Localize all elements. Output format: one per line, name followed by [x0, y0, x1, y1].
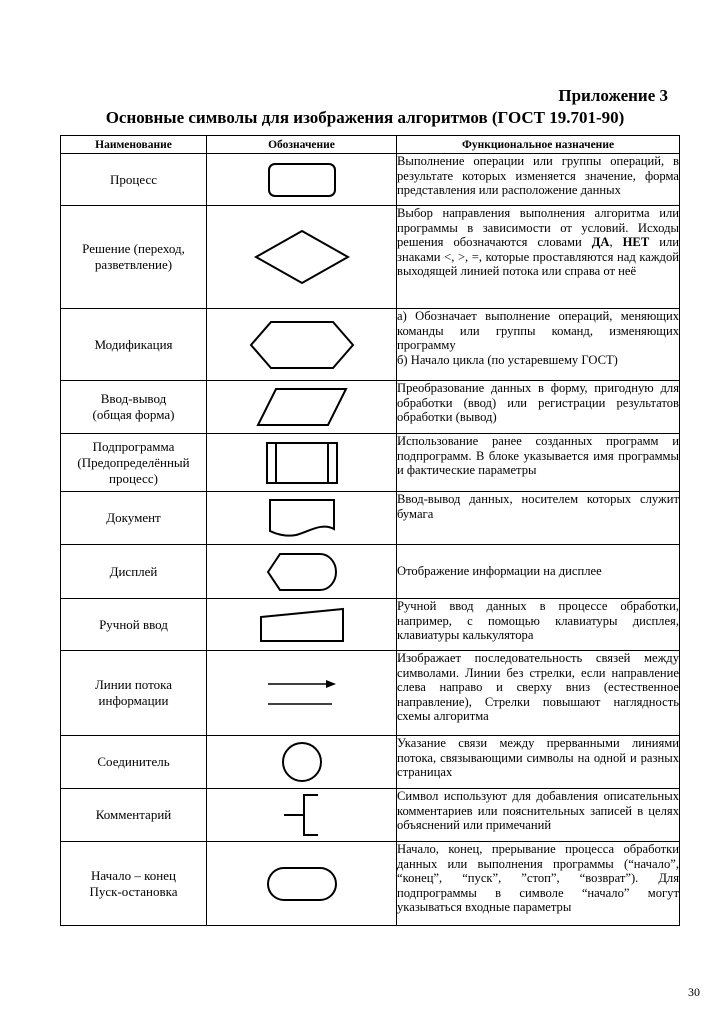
row-symbol-process	[207, 154, 397, 206]
table-row	[61, 545, 680, 599]
input-output-symbol-icon	[256, 387, 348, 427]
desc-text: Выбор направления выполнения алгоритма или программы в зависимости от условий. Исходы решения обозначаются словами	[397, 206, 679, 250]
row-name-flow-lines	[61, 651, 207, 736]
row-name-document: Документ	[61, 492, 207, 545]
row-symbol-manual-input	[207, 599, 397, 651]
name-line: Линии потока	[94, 677, 173, 692]
row-symbol-document	[207, 492, 397, 545]
row-desc-subprogram: Использование ранее созданных программ и подпрограмм. В блоке указывается имя программы и фактические параметры	[397, 434, 680, 492]
name-line: Пуск-остановка	[89, 883, 178, 899]
row-symbol-terminator	[207, 842, 397, 926]
process-symbol-icon	[267, 162, 337, 198]
name-line: Подпрограмма	[92, 438, 175, 454]
row-name-io	[61, 381, 207, 434]
comment-symbol-icon	[282, 793, 322, 837]
manual-input-symbol-icon	[259, 607, 345, 643]
row-symbol-connector	[207, 736, 397, 789]
predefined-process-symbol-icon	[265, 441, 339, 485]
row-desc-modification	[397, 309, 680, 381]
row-desc-decision	[397, 206, 680, 309]
desc-text: или знаками <, >, =, которые проставляются над каждой выходящей линией потока или справа от неё	[397, 235, 679, 279]
modification-symbol-icon	[249, 320, 355, 370]
desc-line-b: б) Начало цикла (по устаревшему ГОСТ)	[397, 352, 618, 367]
gost-symbols-table	[60, 135, 680, 926]
connector-symbol-icon	[281, 741, 323, 783]
table-row	[61, 492, 680, 545]
row-symbol-flow-lines	[207, 651, 397, 736]
header-name: Наименование	[61, 136, 207, 154]
row-desc-process: Выполнение операции или группы операций, в результате которых изменяется значение, форма представления или расположение данных	[397, 154, 680, 206]
table-row	[61, 736, 680, 789]
table-row	[61, 154, 680, 206]
name-line: Начало – конец	[91, 867, 176, 883]
row-name-process: Процесс	[61, 154, 207, 206]
table-row	[61, 309, 680, 381]
row-name-display: Дисплей	[61, 545, 207, 599]
table-row	[61, 842, 680, 926]
row-desc-connector: Указание связи между прерванными линиями потока, связывающими символы на одной и разных страницах	[397, 736, 680, 789]
name-line: процесс)	[109, 470, 158, 486]
row-name-terminator	[61, 842, 207, 926]
page-title: Основные символы для изображения алгоритмов (ГОСТ 19.701-90)	[105, 108, 625, 127]
row-desc-manual-input: Ручной ввод данных в процессе обработки, например, с помощью клавиатуры дисплея, клавиатуры калькулятора	[397, 599, 680, 651]
decision-symbol-icon	[254, 229, 350, 285]
header-symbol: Обозначение	[207, 136, 397, 154]
desc-text: ,	[609, 235, 623, 250]
row-symbol-subprogram	[207, 434, 397, 492]
row-symbol-io	[207, 381, 397, 434]
row-name-manual-input: Ручной ввод	[61, 599, 207, 651]
table-row	[61, 599, 680, 651]
table-row	[61, 381, 680, 434]
row-name-decision: Решение (переход, разветвление)	[61, 206, 207, 309]
row-symbol-display	[207, 545, 397, 599]
terminator-symbol-icon	[266, 866, 338, 902]
row-name-connector: Соединитель	[61, 736, 207, 789]
row-name-modification: Модификация	[61, 309, 207, 381]
desc-yes: ДА	[591, 235, 610, 250]
row-desc-io: Преобразование данных в форму, пригодную для обработки (ввод) или регистрации результатов обработки (вывод)	[397, 381, 680, 434]
row-symbol-decision	[207, 206, 397, 309]
desc-line-a: а) Обозначает выполнение операций, меняющих команды или группы команд, изменяющих программу	[397, 309, 679, 353]
row-name-comment: Комментарий	[61, 789, 207, 842]
row-symbol-modification	[207, 309, 397, 381]
document-symbol-icon	[268, 498, 336, 538]
row-desc-display: Отображение информации на дисплее	[397, 545, 680, 599]
table-header-row	[61, 136, 680, 154]
flow-lines-symbol-icon	[266, 678, 338, 708]
name-line: (Предопределённый	[77, 454, 190, 470]
desc-no: НЕТ	[622, 235, 650, 250]
name-line: информации	[98, 693, 169, 708]
name-line: Ввод-вывод	[100, 391, 167, 406]
row-symbol-comment	[207, 789, 397, 842]
table-row	[61, 434, 680, 492]
row-desc-terminator: Начало, конец, прерывание процесса обработки данных или выполнения программы (“начало”, “конец”, “пуск”, ”стоп”, “возврат”). Для подпрограммы в символе “начало” могут указываться входные параметры	[397, 842, 680, 926]
row-name-subprogram	[61, 434, 207, 492]
row-desc-flow-lines: Изображает последовательность связей между символами. Линии без стрелки, если направление слева направо и сверху вниз (естественное направление), Стрелки повышают наглядность схемы алгоритма	[397, 651, 680, 736]
name-line: (общая форма)	[92, 407, 175, 422]
header-function: Функциональное назначение	[397, 136, 680, 154]
page-number: 30	[688, 985, 700, 999]
row-desc-comment: Символ используют для добавления описательных комментариев или пояснительных записей в целях объяснений или примечаний	[397, 789, 680, 842]
table-row	[61, 651, 680, 736]
display-symbol-icon	[266, 552, 338, 592]
appendix-label: Приложение 3	[558, 86, 668, 105]
row-desc-document: Ввод-вывод данных, носителем которых служит бумага	[397, 492, 680, 545]
table-row	[61, 206, 680, 309]
table-row	[61, 789, 680, 842]
